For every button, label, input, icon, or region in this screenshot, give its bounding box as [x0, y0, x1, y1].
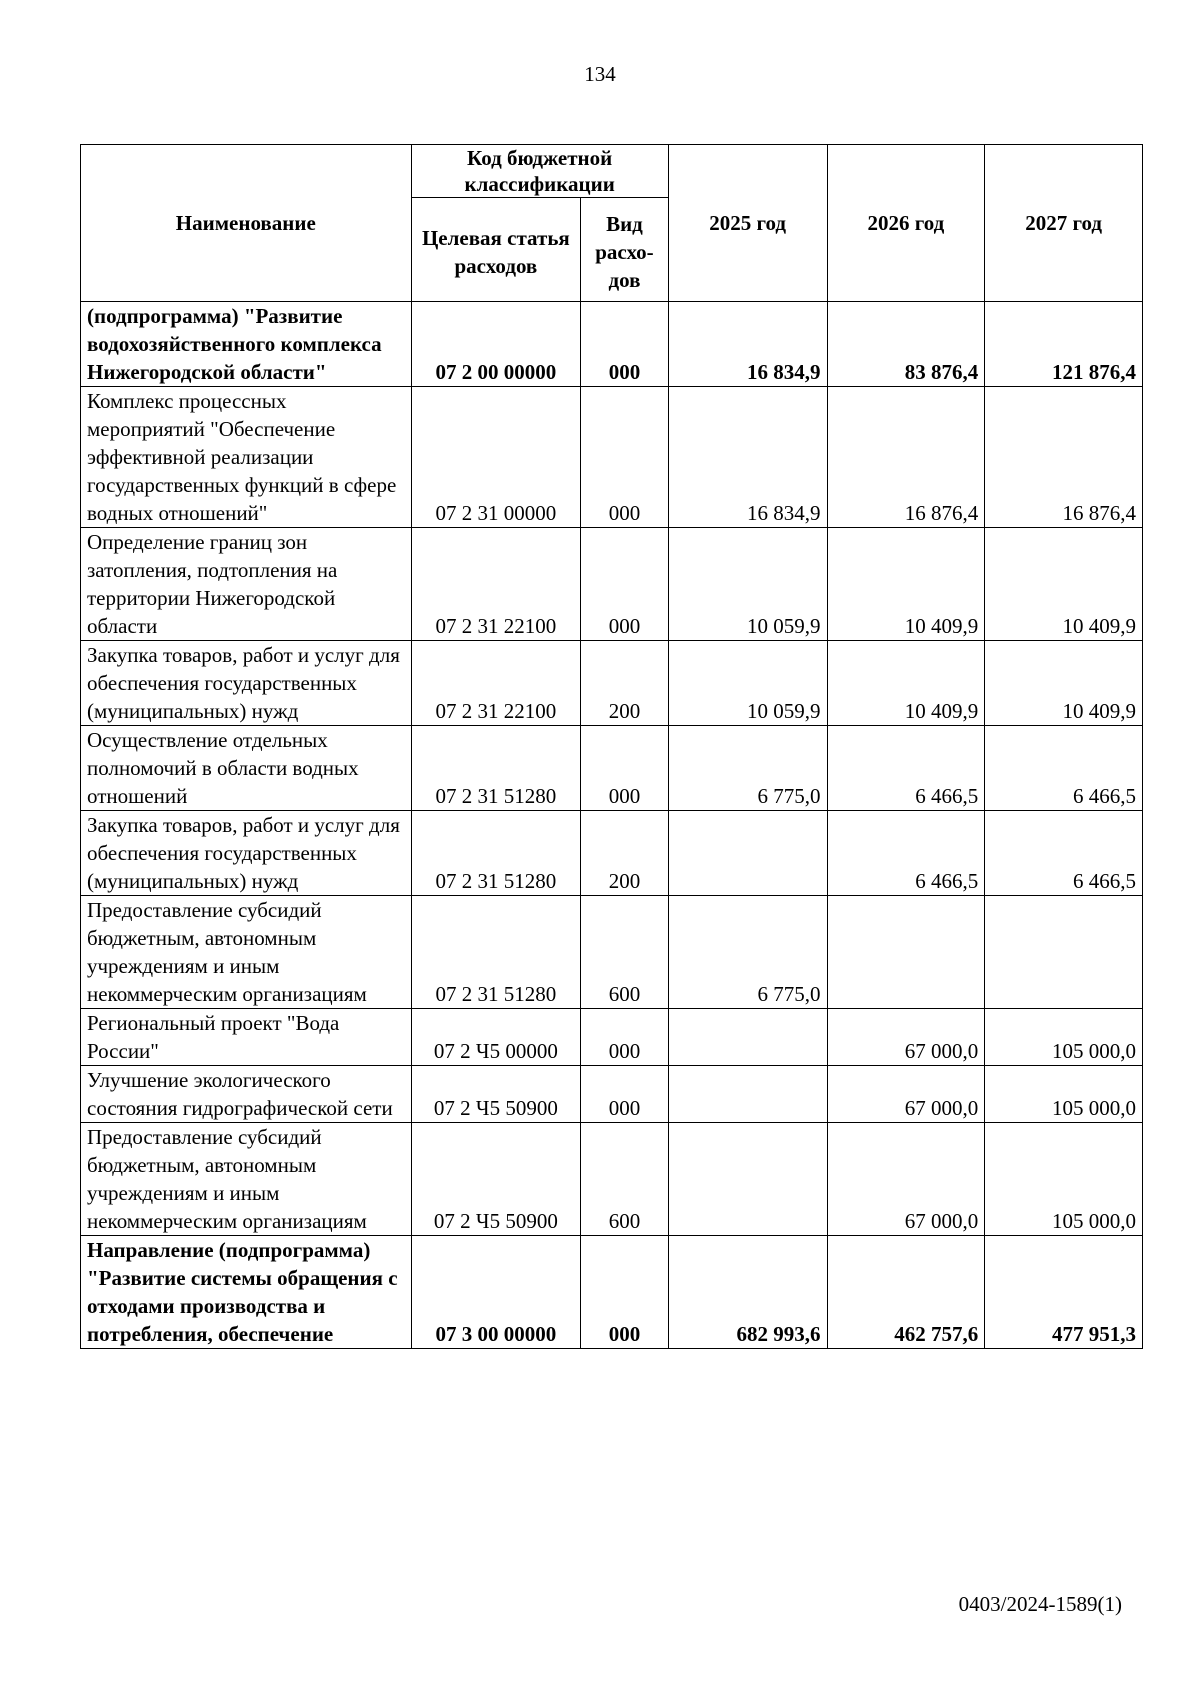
row-2026: 67 000,0: [827, 1123, 985, 1236]
row-kind: 600: [581, 896, 669, 1009]
row-2027: 121 876,4: [985, 302, 1143, 387]
row-code: 07 2 31 22100: [411, 641, 581, 726]
row-kind: 000: [581, 528, 669, 641]
row-2027: 10 409,9: [985, 641, 1143, 726]
table-row: [81, 387, 1143, 528]
budget-table: [80, 144, 1143, 1349]
row-2027: 105 000,0: [985, 1009, 1143, 1066]
row-2026: 10 409,9: [827, 528, 985, 641]
row-2027: 105 000,0: [985, 1066, 1143, 1123]
row-kind: 000: [581, 387, 669, 528]
row-kind: 000: [581, 1236, 669, 1349]
row-2025: 10 059,9: [668, 641, 827, 726]
row-code: 07 2 31 51280: [411, 896, 581, 1009]
row-kind: 200: [581, 641, 669, 726]
table-row: [81, 1066, 1143, 1123]
row-2025: 16 834,9: [668, 302, 827, 387]
table-row: [81, 641, 1143, 726]
row-kind: 600: [581, 1123, 669, 1236]
row-name: Определение границ зон затопления, подтопления на территории Нижегородской области: [81, 528, 412, 641]
row-name: Предоставление субсидий бюджетным, автономным учреждениям и иным некоммерческим организациям: [81, 896, 412, 1009]
row-2027: 6 466,5: [985, 811, 1143, 896]
row-name: Закупка товаров, работ и услуг для обеспечения государственных (муниципальных) нужд: [81, 641, 412, 726]
table-row: [81, 528, 1143, 641]
row-2026: 67 000,0: [827, 1066, 985, 1123]
row-code: 07 2 31 00000: [411, 387, 581, 528]
row-name: Направление (подпрограмма) "Развитие системы обращения с отходами производства и потребления, обеспечение: [81, 1236, 412, 1349]
row-2026: 462 757,6: [827, 1236, 985, 1349]
row-name: Предоставление субсидий бюджетным, автономным учреждениям и иным некоммерческим организациям: [81, 1123, 412, 1236]
row-name: Закупка товаров, работ и услуг для обеспечения государственных (муниципальных) нужд: [81, 811, 412, 896]
row-name: Комплекс процессных мероприятий "Обеспечение эффективной реализации государственных функций в сфере водных отношений": [81, 387, 412, 528]
row-code: 07 3 00 00000: [411, 1236, 581, 1349]
row-kind: 000: [581, 302, 669, 387]
header-name: Наименование: [81, 145, 412, 302]
document-code: 0403/2024-1589(1): [958, 1592, 1122, 1616]
row-2026: 16 876,4: [827, 387, 985, 528]
row-name: (подпрограмма) "Развитие водохозяйственного комплекса Нижегородской области": [81, 302, 412, 387]
header-year-2027: 2027 год: [985, 145, 1143, 302]
row-code: 07 2 Ч5 50900: [411, 1123, 581, 1236]
row-2026: 83 876,4: [827, 302, 985, 387]
row-code: 07 2 31 51280: [411, 726, 581, 811]
table-row: [81, 726, 1143, 811]
row-code: 07 2 31 51280: [411, 811, 581, 896]
row-2025: 6 775,0: [668, 896, 827, 1009]
row-2027: 6 466,5: [985, 726, 1143, 811]
row-2025: 10 059,9: [668, 528, 827, 641]
table-row: [81, 896, 1143, 1009]
row-2027: 105 000,0: [985, 1123, 1143, 1236]
header-year-2025: 2025 год: [668, 145, 827, 302]
row-2025: [668, 1123, 827, 1236]
row-2026: 6 466,5: [827, 811, 985, 896]
row-kind: 000: [581, 1009, 669, 1066]
header-code-group: Код бюджетной классификации: [411, 145, 668, 198]
row-2026: 6 466,5: [827, 726, 985, 811]
row-2026: 10 409,9: [827, 641, 985, 726]
header-year-2026: 2026 год: [827, 145, 985, 302]
row-name: Осуществление отдельных полномочий в области водных отношений: [81, 726, 412, 811]
row-2026: [827, 896, 985, 1009]
table-row: [81, 1236, 1143, 1349]
row-2027: 477 951,3: [985, 1236, 1143, 1349]
table-row: [81, 811, 1143, 896]
table-row: [81, 1009, 1143, 1066]
row-2025: [668, 1066, 827, 1123]
table-row: [81, 302, 1143, 387]
row-2025: [668, 811, 827, 896]
page-number: 134: [584, 62, 616, 86]
row-2025: 16 834,9: [668, 387, 827, 528]
table-row: [81, 1123, 1143, 1236]
row-name: Улучшение экологического состояния гидрографической сети: [81, 1066, 412, 1123]
header-expense-type: Вид расхо-дов: [581, 198, 669, 302]
row-2025: 682 993,6: [668, 1236, 827, 1349]
row-2026: 67 000,0: [827, 1009, 985, 1066]
row-code: 07 2 Ч5 50900: [411, 1066, 581, 1123]
header-target-article: Целевая статья расходов: [411, 198, 581, 302]
row-code: 07 2 31 22100: [411, 528, 581, 641]
row-kind: 200: [581, 811, 669, 896]
row-kind: 000: [581, 726, 669, 811]
row-2025: 6 775,0: [668, 726, 827, 811]
row-kind: 000: [581, 1066, 669, 1123]
row-2027: 16 876,4: [985, 387, 1143, 528]
row-2027: 10 409,9: [985, 528, 1143, 641]
row-name: Региональный проект "Вода России": [81, 1009, 412, 1066]
table-header: [81, 145, 1143, 302]
row-2025: [668, 1009, 827, 1066]
row-code: 07 2 Ч5 00000: [411, 1009, 581, 1066]
row-2027: [985, 896, 1143, 1009]
row-code: 07 2 00 00000: [411, 302, 581, 387]
